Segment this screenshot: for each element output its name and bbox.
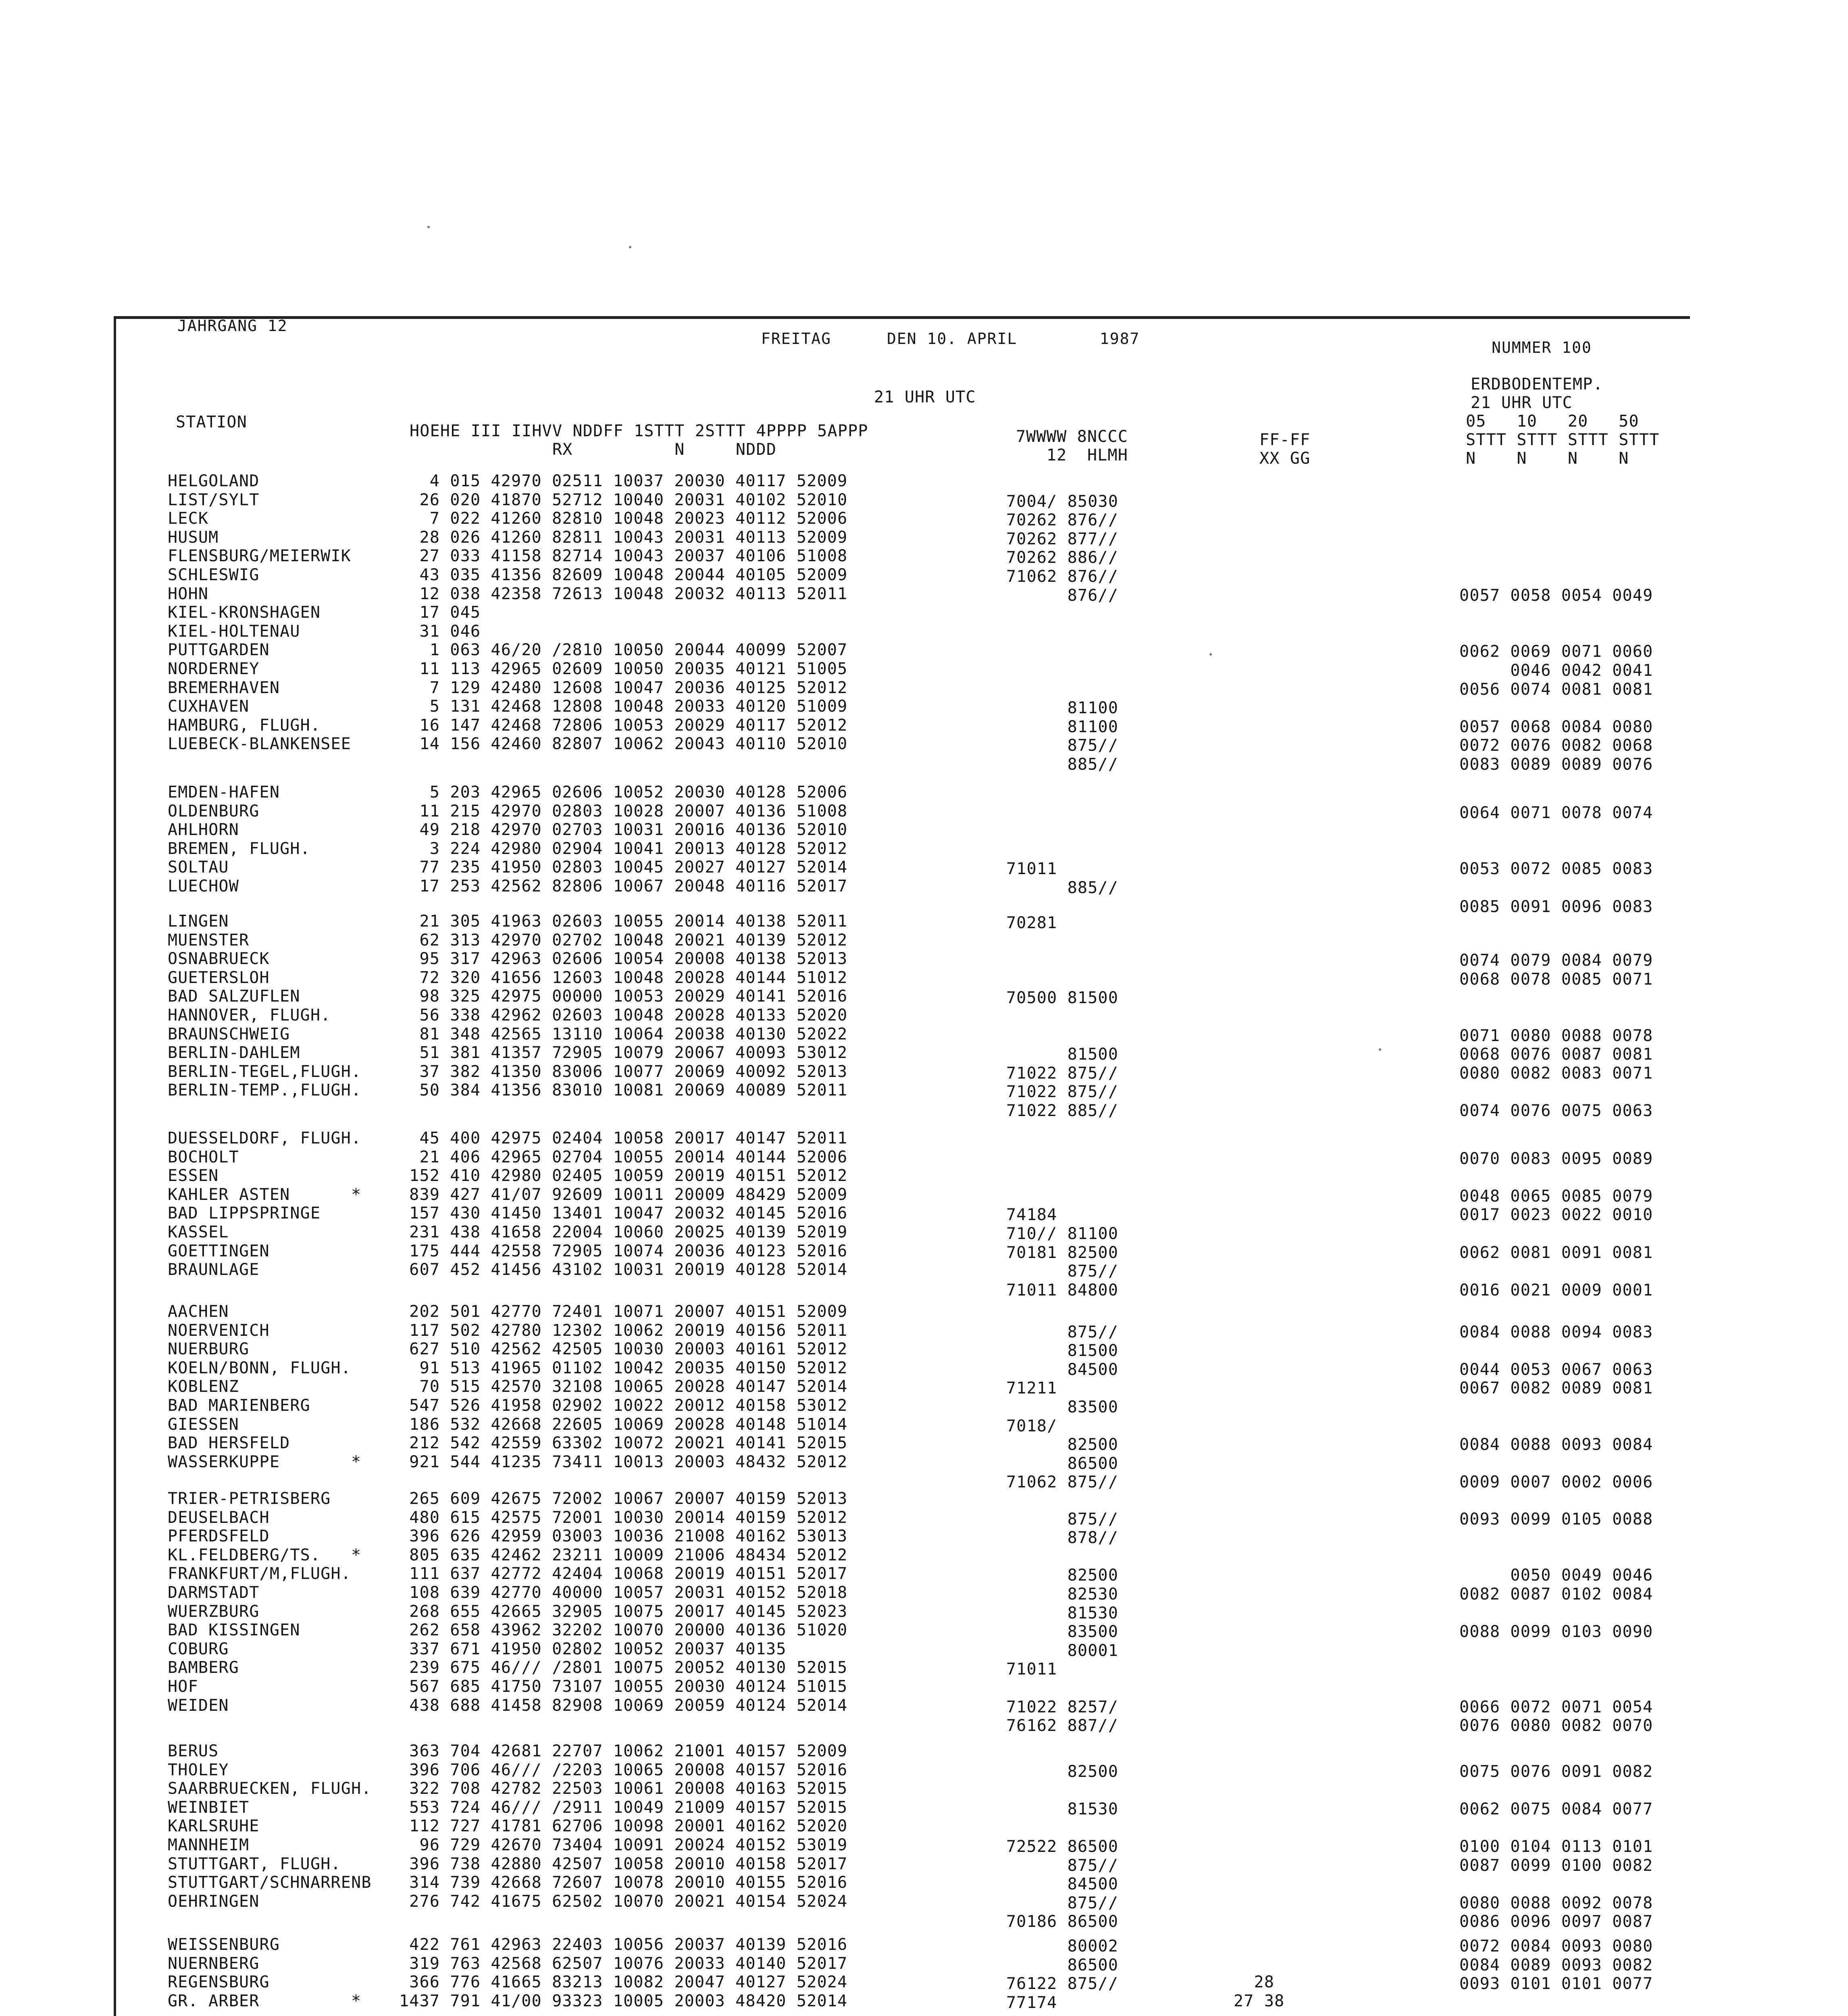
row-ww: 875//	[1006, 1323, 1119, 1341]
row-soil: 0074 0076 0075 0063	[1459, 1102, 1653, 1120]
frame-top-rule	[114, 316, 1690, 319]
row-data: 11 113 42965 02609 10050 20035 40121 51005	[399, 660, 848, 678]
row-ww: 71211	[1006, 1379, 1057, 1397]
row-station: KL.FELDBERG/TS. *	[168, 1546, 362, 1564]
row-station: PUTTGARDEN	[168, 641, 270, 659]
row-station: BERLIN-TEGEL,FLUGH.	[168, 1062, 362, 1081]
row-ww: 71062 876//	[1006, 567, 1119, 586]
row-soil: 0064 0071 0078 0074	[1459, 804, 1653, 822]
row-station: HOHN	[168, 585, 209, 603]
row-station: BAD SALZUFLEN	[168, 987, 300, 1006]
weather-column-heading-2: 12 HLMH	[1016, 446, 1128, 464]
row-soil: 0100 0104 0113 0101	[1459, 1837, 1653, 1856]
row-ww: 82500	[1006, 1435, 1119, 1454]
row-data: 276 742 41675 62502 10070 20021 40154 52024	[399, 1892, 848, 1911]
row-soil: 0048 0065 0085 0079	[1459, 1187, 1653, 1206]
row-soil: 0093 0101 0101 0077	[1459, 1974, 1653, 1993]
row-ww: 83500	[1006, 1622, 1119, 1641]
row-data: 14 156 42460 82807 10062 20043 40110 52010	[399, 735, 848, 753]
row-data: 202 501 42770 72401 10071 20007 40151 52009	[399, 1302, 848, 1321]
row-ww: 885//	[1006, 755, 1119, 774]
row-soil: 0071 0080 0088 0078	[1459, 1027, 1653, 1045]
row-data: 1437 791 41/00 93323 10005 20003 48420 52014	[399, 1992, 848, 2010]
row-soil: 0084 0088 0093 0084	[1459, 1435, 1653, 1454]
row-data: 480 615 42575 72001 10030 20014 40159 52012	[399, 1508, 848, 1527]
header-date: DEN 10. APRIL	[887, 330, 1018, 348]
row-data: 112 727 41781 62706 10098 20001 40162 52020	[399, 1817, 848, 1835]
row-data: 95 317 42963 02606 10054 20008 40138 52013	[399, 950, 848, 968]
row-soil: 0076 0080 0082 0070	[1459, 1716, 1653, 1735]
row-soil: 0056 0074 0081 0081	[1459, 680, 1653, 699]
row-data: 396 626 42959 03003 10036 21008 40162 53013	[399, 1527, 848, 1545]
row-station: COBURG	[168, 1640, 229, 1658]
row-soil: 0083 0089 0089 0076	[1459, 755, 1653, 774]
row-data: 262 658 43962 32202 10070 20000 40136 51020	[399, 1621, 848, 1639]
row-ww: 876//	[1006, 586, 1119, 605]
row-station: LINGEN	[168, 912, 229, 931]
row-soil: 0084 0088 0094 0083	[1459, 1323, 1653, 1341]
row-data: 70 515 42570 32108 10065 20028 40147 52014	[399, 1377, 848, 1396]
row-data: 50 384 41356 83010 10081 20069 40089 52011	[399, 1081, 848, 1100]
row-ww: 885//	[1006, 879, 1119, 897]
row-station: CUXHAVEN	[168, 697, 250, 716]
row-station: WASSERKUPPE *	[168, 1453, 362, 1471]
row-data: 231 438 41658 22004 10060 20025 40139 52019	[399, 1223, 848, 1241]
row-station: KOBLENZ	[168, 1377, 239, 1396]
row-station: LECK	[168, 509, 209, 528]
row-data: 111 637 42772 42404 10068 20019 40151 52017	[399, 1564, 848, 1583]
row-soil: 0086 0096 0097 0087	[1459, 1912, 1653, 1931]
row-station: NORDERNEY	[168, 660, 260, 678]
row-station: NOERVENICH	[168, 1321, 270, 1340]
row-station: GOETTINGEN	[168, 1242, 270, 1260]
row-station: THOLEY	[168, 1761, 229, 1779]
row-data: 43 035 41356 82609 10048 20044 40105 52009	[399, 566, 848, 584]
row-data: 21 305 41963 02603 10055 20014 40138 52011	[399, 912, 848, 931]
row-data: 62 313 42970 02702 10048 20021 40139 52012	[399, 931, 848, 950]
row-soil: 0066 0072 0071 0054	[1459, 1698, 1653, 1716]
row-station: LIST/SYLT	[168, 491, 260, 509]
row-soil: 0057 0058 0054 0049	[1459, 586, 1653, 605]
row-ww: 82500	[1006, 1762, 1119, 1781]
row-station: DEUSELBACH	[168, 1508, 270, 1527]
row-ww: 81100	[1006, 718, 1119, 736]
row-soil: 0082 0087 0102 0084	[1459, 1585, 1653, 1604]
row-station: DUESSELDORF, FLUGH.	[168, 1129, 362, 1148]
row-ww: 875//	[1006, 1510, 1119, 1529]
row-station: LUECHOW	[168, 877, 239, 896]
row-station: KASSEL	[168, 1223, 229, 1241]
row-data: 157 430 41450 13401 10047 20032 40145 52016	[399, 1204, 848, 1223]
row-data: 268 655 42665 32905 10075 20017 40145 52023	[399, 1602, 848, 1621]
row-data: 11 215 42970 02803 10028 20007 40136 51008	[399, 802, 848, 821]
header-weekday: FREITAG	[761, 330, 832, 348]
row-ww: 71011 84800	[1006, 1281, 1119, 1300]
row-station: KIEL-HOLTENAU	[168, 622, 300, 641]
row-data: 98 325 42975 00000 10053 20029 40141 52016	[399, 987, 848, 1006]
row-data: 366 776 41665 83213 10082 20047 40127 52024	[399, 1973, 848, 1991]
row-station: BAD LIPPSPRINGE	[168, 1204, 321, 1223]
row-station: BREMEN, FLUGH.	[168, 839, 310, 858]
soil-temp-depths: 05 10 20 50	[1466, 412, 1639, 431]
row-ww: 71022 875//	[1006, 1064, 1119, 1083]
row-station: STUTTGART/SCHNARRENB	[168, 1873, 372, 1892]
row-soil: 0070 0083 0095 0089	[1459, 1150, 1653, 1168]
row-ww: 76162 887//	[1006, 1716, 1119, 1735]
row-data: 7 129 42480 12608 10047 20036 40125 52012	[399, 679, 848, 697]
row-station: SCHLESWIG	[168, 566, 260, 584]
row-data: 16 147 42468 72806 10053 20029 40117 52012	[399, 716, 848, 735]
row-data: 547 526 41958 02902 10022 20012 40158 53012	[399, 1396, 848, 1415]
row-soil: 0016 0021 0009 0001	[1459, 1281, 1653, 1300]
row-station: ESSEN	[168, 1166, 219, 1185]
row-station: GR. ARBER *	[168, 1992, 362, 2010]
row-soil: 0050 0049 0046	[1459, 1566, 1653, 1585]
row-data: 363 704 42681 22707 10062 21001 40157 52009	[399, 1742, 848, 1760]
row-ww: 70500 81500	[1006, 989, 1119, 1007]
row-ww: 71011	[1006, 860, 1057, 878]
row-station: BERUS	[168, 1742, 219, 1760]
row-ww: 71022 875//	[1006, 1083, 1119, 1101]
row-station: BAD KISSINGEN	[168, 1621, 300, 1639]
row-ww: 81100	[1006, 699, 1119, 717]
row-station: OSNABRUECK	[168, 950, 270, 968]
row-ww: 875//	[1006, 736, 1119, 755]
row-station: HANNOVER, FLUGH.	[168, 1006, 331, 1025]
row-station: WEIDEN	[168, 1696, 229, 1715]
row-ww: 80001	[1006, 1641, 1119, 1660]
row-soil: 0017 0023 0022 0010	[1459, 1206, 1653, 1224]
row-station: BREMERHAVEN	[168, 679, 280, 697]
row-station: GUETERSLOH	[168, 968, 270, 987]
row-data: 239 675 46/// /2801 10075 20052 40130 52015	[399, 1658, 848, 1677]
row-data: 37 382 41350 83006 10077 20069 40092 52013	[399, 1062, 848, 1081]
row-data: 17 253 42562 82806 10067 20048 40116 52017	[399, 877, 848, 896]
wind-column-heading-1: FF-FF	[1259, 431, 1311, 449]
row-station: OEHRINGEN	[168, 1892, 260, 1911]
row-soil: 0067 0082 0089 0081	[1459, 1379, 1653, 1397]
row-ww: 86500	[1006, 1454, 1119, 1473]
row-data: 77 235 41950 02803 10045 20027 40127 52014	[399, 858, 848, 877]
row-data: 212 542 42559 63302 10072 20021 40141 52015	[399, 1434, 848, 1452]
soil-temp-title: ERDBODENTEMP.	[1471, 375, 1603, 394]
row-data: 921 544 41235 73411 10013 20003 48432 52012	[399, 1453, 848, 1471]
row-data: 117 502 42780 12302 10062 20019 40156 52011	[399, 1321, 848, 1340]
row-soil: 0053 0072 0085 0083	[1459, 860, 1653, 878]
row-station: HOF	[168, 1677, 198, 1696]
station-column-heading: STATION	[176, 413, 247, 431]
row-station: NUERBURG	[168, 1340, 250, 1358]
row-station: KARLSRUHE	[168, 1817, 260, 1835]
row-soil: 0080 0088 0092 0078	[1459, 1894, 1653, 1912]
row-data: 28 026 41260 82811 10043 20031 40113 52009	[399, 528, 848, 547]
row-ww: 7004/ 85030	[1006, 492, 1119, 511]
row-data: 4 015 42970 02511 10037 20030 40117 52009	[399, 472, 848, 490]
soil-temp-sttt: STTT STTT STTT STTT	[1466, 431, 1660, 449]
row-ww: 82530	[1006, 1585, 1119, 1604]
row-ww: 875//	[1006, 1262, 1119, 1281]
row-data: 265 609 42675 72002 10067 20007 40159 52013	[399, 1489, 848, 1508]
row-ff: 28	[1234, 1973, 1275, 1991]
row-ww: 70281	[1006, 914, 1057, 932]
row-data: 45 400 42975 02404 10058 20017 40147 52011	[399, 1129, 848, 1148]
row-data: 422 761 42963 22403 10056 20037 40139 52016	[399, 1935, 848, 1954]
soil-temp-time: 21 UHR UTC	[1471, 394, 1573, 412]
row-data: 314 739 42668 72607 10078 20010 40155 52016	[399, 1873, 848, 1892]
row-data: 21 406 42965 02704 10055 20014 40144 52006	[399, 1148, 848, 1166]
row-station: AHLHORN	[168, 821, 239, 839]
row-ww: 70262 886//	[1006, 548, 1119, 567]
row-data: 152 410 42980 02405 10059 20019 40151 52012	[399, 1166, 848, 1185]
row-data: 26 020 41870 52712 10040 20031 40102 52010	[399, 491, 848, 509]
row-station: BRAUNLAGE	[168, 1260, 260, 1279]
row-ww: 80002	[1006, 1937, 1119, 1956]
row-station: DARMSTADT	[168, 1583, 260, 1602]
row-station: KIEL-KRONSHAGEN	[168, 603, 321, 622]
row-station: BOCHOLT	[168, 1148, 239, 1166]
row-station: PFERDSFELD	[168, 1527, 270, 1545]
row-data: 7 022 41260 82810 10048 20023 40112 52006	[399, 509, 848, 528]
row-ww: 77174	[1006, 1993, 1057, 2012]
row-station: BERLIN-DAHLEM	[168, 1043, 300, 1062]
row-data: 396 706 46/// /2203 10065 20008 40157 52016	[399, 1761, 848, 1779]
row-data: 108 639 42770 40000 10057 20031 40152 52018	[399, 1583, 848, 1602]
row-soil: 0062 0075 0084 0077	[1459, 1800, 1653, 1818]
row-station: WUERZBURG	[168, 1602, 260, 1621]
row-soil: 0075 0076 0091 0082	[1459, 1762, 1653, 1781]
row-data: 72 320 41656 12603 10048 20028 40144 51012	[399, 968, 848, 987]
row-soil: 0062 0069 0071 0060	[1459, 642, 1653, 661]
row-ww: 72522 86500	[1006, 1837, 1119, 1856]
row-data: 438 688 41458 82908 10069 20059 40124 52014	[399, 1696, 848, 1715]
row-data: 175 444 42558 72905 10074 20036 40123 52016	[399, 1242, 848, 1260]
header-jahrgang: JAHRGANG 12	[177, 317, 288, 335]
row-ww: 81530	[1006, 1604, 1119, 1622]
row-station: OLDENBURG	[168, 802, 260, 821]
row-station: LUEBECK-BLANKENSEE	[168, 735, 352, 753]
row-station: NUERNBERG	[168, 1954, 260, 1973]
row-ww: 84500	[1006, 1360, 1119, 1379]
row-data: 17 045	[399, 603, 481, 622]
row-ww: 710// 81100	[1006, 1225, 1119, 1243]
row-data: 27 033 41158 82714 10043 20037 40106 51008	[399, 547, 848, 565]
row-station: BAD HERSFELD	[168, 1434, 290, 1452]
row-data: 839 427 41/07 92609 10011 20009 48429 52009	[399, 1185, 848, 1204]
row-data: 56 338 42962 02603 10048 20028 40133 52020	[399, 1006, 848, 1025]
row-data: 553 724 46/// /2911 10049 21009 40157 52015	[399, 1798, 848, 1817]
row-station: BAD MARIENBERG	[168, 1396, 310, 1415]
row-soil: 0072 0084 0093 0080	[1459, 1937, 1653, 1956]
row-ww: 71062 875//	[1006, 1473, 1119, 1491]
row-soil: 0084 0089 0093 0082	[1459, 1956, 1653, 1974]
row-ww: 81500	[1006, 1045, 1119, 1064]
row-data: 607 452 41456 43102 10031 20019 40128 52014	[399, 1260, 848, 1279]
row-station: HUSUM	[168, 528, 219, 547]
row-soil: 0087 0099 0100 0082	[1459, 1856, 1653, 1875]
row-data: 319 763 42568 62507 10076 20033 40140 52017	[399, 1954, 848, 1973]
row-data: 51 381 41357 72905 10079 20067 40093 53012	[399, 1043, 848, 1062]
row-soil: 0068 0076 0087 0081	[1459, 1045, 1653, 1064]
row-data: 12 038 42358 72613 10048 20032 40113 52011	[399, 585, 848, 603]
row-data: 627 510 42562 42505 10030 20003 40161 52012	[399, 1340, 848, 1358]
row-station: TRIER-PETRISBERG	[168, 1489, 331, 1508]
wind-column-heading-2: XX GG	[1259, 449, 1311, 468]
row-soil: 0080 0082 0083 0071	[1459, 1064, 1653, 1083]
row-station: MUENSTER	[168, 931, 250, 950]
row-data: 91 513 41965 01102 10042 20035 40150 52012	[399, 1359, 848, 1377]
row-soil: 0068 0078 0085 0071	[1459, 970, 1653, 989]
soil-temp-n: N N N N	[1466, 449, 1629, 468]
row-data: 31 046	[399, 622, 481, 641]
row-ww: 71022 8257/	[1006, 1698, 1119, 1716]
row-soil: 0072 0076 0082 0068	[1459, 736, 1653, 755]
row-station: FRANKFURT/M,FLUGH.	[168, 1564, 352, 1583]
row-ww: 83500	[1006, 1398, 1119, 1416]
row-data: 186 532 42668 22605 10069 20028 40148 51014	[399, 1415, 848, 1434]
row-ww: 70262 876//	[1006, 511, 1119, 529]
scan-speck	[427, 226, 430, 228]
row-data: 396 738 42880 42507 10058 20010 40158 52017	[399, 1855, 848, 1873]
row-data: 1 063 46/20 /2810 10050 20044 40099 52007	[399, 641, 848, 659]
row-station: KOELN/BONN, FLUGH.	[168, 1359, 352, 1377]
row-ww: 7018/	[1006, 1417, 1057, 1435]
row-soil: 0009 0007 0002 0006	[1459, 1473, 1653, 1491]
row-data: 805 635 42462 23211 10009 21006 48434 52012	[399, 1546, 848, 1564]
row-station: EMDEN-HAFEN	[168, 783, 280, 802]
row-soil: 0062 0081 0091 0081	[1459, 1243, 1653, 1262]
row-soil: 0074 0079 0084 0079	[1459, 951, 1653, 970]
row-station: SOLTAU	[168, 858, 229, 877]
row-soil: 0057 0068 0084 0080	[1459, 718, 1653, 736]
row-ww: 76122 875//	[1006, 1974, 1119, 1993]
row-soil: 0088 0099 0103 0090	[1459, 1622, 1653, 1641]
scan-speck	[629, 246, 631, 248]
row-station: HAMBURG, FLUGH.	[168, 716, 321, 735]
row-station: SAARBRUECKEN, FLUGH.	[168, 1779, 372, 1798]
row-station: AACHEN	[168, 1302, 229, 1321]
header-number: NUMMER 100	[1492, 339, 1592, 356]
row-data: 337 671 41950 02802 10052 20037 40135	[399, 1640, 787, 1658]
row-ww: 84500	[1006, 1875, 1119, 1893]
row-ww: 86500	[1006, 1956, 1119, 1974]
row-ww: 82500	[1006, 1566, 1119, 1585]
row-ww: 74184	[1006, 1206, 1057, 1224]
row-station: BRAUNSCHWEIG	[168, 1025, 290, 1043]
row-station: FLENSBURG/MEIERWIK	[168, 547, 352, 565]
row-data: 81 348 42565 13110 10064 20038 40130 52022	[399, 1025, 848, 1043]
row-data: 5 131 42468 12808 10048 20033 40120 51009	[399, 697, 848, 716]
scan-speck	[1379, 1048, 1381, 1051]
row-ww: 878//	[1006, 1529, 1119, 1547]
row-soil: 0093 0099 0105 0088	[1459, 1510, 1653, 1529]
row-station: KAHLER ASTEN *	[168, 1185, 362, 1204]
row-data: 96 729 42670 73404 10091 20024 40152 53019	[399, 1836, 848, 1854]
row-station: MANNHEIM	[168, 1836, 250, 1854]
row-station: GIESSEN	[168, 1415, 239, 1434]
row-station: HELGOLAND	[168, 472, 260, 490]
row-station: WEINBIET	[168, 1798, 250, 1817]
row-soil: 0085 0091 0096 0083	[1459, 898, 1653, 916]
scan-speck	[1209, 653, 1212, 656]
row-ww: 875//	[1006, 1894, 1119, 1912]
row-station: BERLIN-TEMP.,FLUGH.	[168, 1081, 362, 1100]
row-station: WEISSENBURG	[168, 1935, 280, 1954]
row-ww: 71022 885//	[1006, 1102, 1119, 1120]
row-station: BAMBERG	[168, 1658, 239, 1677]
data-column-heading-2: RX N NDDD	[410, 440, 777, 459]
row-ww: 70262 877//	[1006, 530, 1119, 548]
frame-left-rule	[114, 316, 116, 2016]
row-data: 322 708 42782 22503 10061 20008 40163 52015	[399, 1779, 848, 1798]
row-ff: 27 38	[1234, 1992, 1285, 2010]
row-data: 5 203 42965 02606 10052 20030 40128 52006	[399, 783, 848, 802]
row-soil: 0046 0042 0041	[1459, 661, 1653, 680]
row-soil: 0044 0053 0067 0063	[1459, 1360, 1653, 1379]
row-ww: 81530	[1006, 1800, 1119, 1818]
time-utc-heading: 21 UHR UTC	[874, 388, 976, 406]
data-column-heading-1: HOEHE III IIHVV NDDFF 1STTT 2STTT 4PPPP 5APPP	[410, 422, 868, 440]
row-ww: 71011	[1006, 1660, 1057, 1679]
row-station: STUTTGART, FLUGH.	[168, 1855, 341, 1873]
row-data: 567 685 41750 73107 10055 20030 40124 51015	[399, 1677, 848, 1696]
row-station: REGENSBURG	[168, 1973, 270, 1991]
row-data: 49 218 42970 02703 10031 20016 40136 52010	[399, 821, 848, 839]
weather-column-heading-1: 7WWWW 8NCCC	[1016, 427, 1128, 446]
row-ww: 70181 82500	[1006, 1243, 1119, 1262]
row-ww: 81500	[1006, 1341, 1119, 1360]
row-ww: 875//	[1006, 1856, 1119, 1875]
header-year: 1987	[1100, 330, 1140, 348]
row-data: 3 224 42980 02904 10041 20013 40128 52012	[399, 839, 848, 858]
row-ww: 70186 86500	[1006, 1912, 1119, 1931]
